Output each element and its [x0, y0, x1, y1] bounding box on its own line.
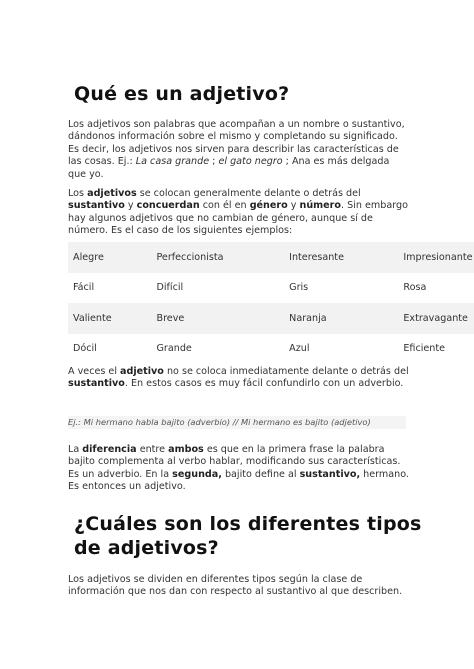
table-cell: Grande	[151, 334, 284, 365]
text: entre	[136, 444, 169, 455]
heading-que-es-un-adjetivo: Qué es un adjetivo?	[74, 83, 290, 105]
text: no se coloca inmediatamente delante o detrás del	[163, 366, 409, 377]
table-cell: Impresionante	[398, 242, 474, 273]
table-cell: Eficiente	[398, 334, 474, 365]
bold-term: diferencia	[82, 444, 137, 455]
text: ;	[209, 156, 219, 168]
bold-term: ambos	[168, 444, 204, 455]
table-cell: Fácil	[68, 273, 151, 304]
text: ; Ana es más delgada que yo.	[68, 156, 390, 180]
paragraph-adverbio	[68, 366, 410, 391]
text: Los adjetivos son palabras que acompañan a un nombre o sustantivo, dándonos información sobre el mismo y completando su significado. Es decir, los adjetivos nos sirven para describir las características de las cosas. Ej.:	[68, 119, 405, 168]
heading-tipos-de-adjetivos: ¿Cuáles son los diferentes tipos de adjetivos?	[74, 513, 422, 559]
table-cell: Gris	[284, 273, 398, 304]
table-cell: Valiente	[68, 303, 151, 334]
text: es que en la primera frase la palabra bajito complementa al verbo hablar, modificando sus características. Es un adverbio. En la	[68, 444, 401, 480]
table-cell: Interesante	[284, 242, 398, 273]
text: con él en	[199, 200, 250, 212]
text: La	[68, 444, 83, 455]
text: . En estos casos es muy fácil confundirlo con un adverbio.	[124, 378, 404, 390]
text: . Sin embargo hay algunos adjetivos que no cambian de género, aunque sí de número. Es el caso de los siguientes ejemplos:	[68, 200, 408, 237]
table-cell: Azul	[284, 334, 398, 365]
paragraph-concordancia	[68, 188, 410, 238]
text: y	[124, 200, 137, 212]
text: A veces el	[68, 366, 121, 377]
paragraph-tipos: Los adjetivos se dividen en diferentes tipos según la clase de información que nos dan con respecto al sustantivo al que describen.	[68, 574, 403, 598]
text: y	[287, 200, 300, 212]
text: hermano. Es entonces un adjetivo.	[68, 468, 409, 493]
table-cell: Naranja	[284, 303, 398, 334]
adjectives-table	[68, 242, 474, 364]
bold-term: número	[299, 200, 342, 212]
table-cell: Difícil	[151, 273, 284, 304]
text: se colocan generalmente delante o detrás del	[136, 188, 361, 199]
table-cell: Perfeccionista	[151, 242, 284, 273]
bold-term: adjetivo	[120, 366, 164, 377]
example-gato-negro: el gato negro	[218, 156, 283, 168]
table-cell: Dócil	[68, 334, 151, 365]
bold-term: género	[249, 200, 288, 212]
table-cell: Rosa	[398, 273, 474, 304]
bold-term: sustantivo,	[299, 468, 361, 480]
example-line: Ej.: Mi hermano habla bajito (adverbio) // Mi hermano es bajito (adjetivo)	[68, 416, 406, 429]
example-casa-grande: La casa grande	[135, 156, 210, 168]
bold-term: adjetivos	[87, 188, 137, 199]
table-cell: Extravagante	[398, 303, 474, 334]
table-row	[68, 273, 474, 304]
bold-term: sustantivo	[68, 200, 125, 212]
paragraph-definition	[68, 119, 410, 181]
text: bajito define al	[221, 468, 300, 480]
table-cell: Breve	[151, 303, 284, 334]
bold-term: sustantivo	[68, 378, 125, 390]
paragraph-diferencia	[68, 444, 410, 494]
table-row	[68, 334, 474, 365]
bold-term: concuerdan	[136, 200, 200, 212]
table-cell: Alegre	[68, 242, 151, 273]
text: Los	[68, 188, 88, 199]
table-row	[68, 303, 474, 334]
table-row	[68, 242, 474, 273]
bold-term: segunda,	[172, 468, 222, 480]
